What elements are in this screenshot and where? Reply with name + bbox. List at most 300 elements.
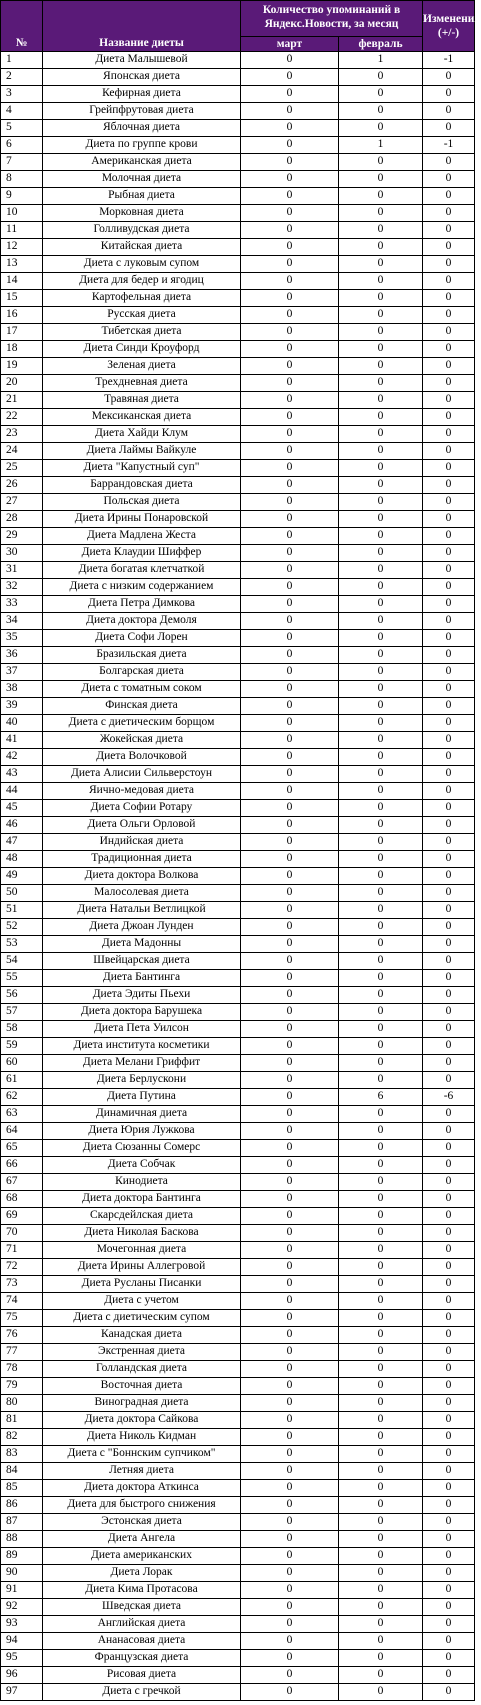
diet-name-cell: Диета Ирины Аллегровой — [43, 1259, 241, 1276]
march-count-cell: 0 — [241, 426, 339, 443]
row-number-cell: 94 — [1, 1633, 43, 1650]
row-number-cell: 73 — [1, 1276, 43, 1293]
row-number-cell: 27 — [1, 494, 43, 511]
march-count-cell: 0 — [241, 851, 339, 868]
march-count-cell: 0 — [241, 766, 339, 783]
row-number-cell: 79 — [1, 1378, 43, 1395]
february-count-cell: 0 — [339, 1276, 423, 1293]
change-cell: 0 — [423, 1497, 475, 1514]
march-count-cell: 0 — [241, 409, 339, 426]
row-number-cell: 32 — [1, 579, 43, 596]
row-number-cell: 85 — [1, 1480, 43, 1497]
table-row — [1, 511, 475, 528]
change-cell: 0 — [423, 545, 475, 562]
diet-name-cell: Диета богатая клетчаткой — [43, 562, 241, 579]
change-cell: 0 — [423, 885, 475, 902]
row-number-cell: 15 — [1, 290, 43, 307]
row-number-cell: 18 — [1, 341, 43, 358]
row-number-cell: 91 — [1, 1582, 43, 1599]
row-number-cell: 69 — [1, 1208, 43, 1225]
february-count-cell: 0 — [339, 307, 423, 324]
change-cell: 0 — [423, 1174, 475, 1191]
diet-name-cell: Диета с диетическим борщом — [43, 715, 241, 732]
diet-name-cell: Диета "Капустный суп" — [43, 460, 241, 477]
row-number-cell: 36 — [1, 647, 43, 664]
row-number-cell: 1 — [1, 52, 43, 69]
diet-name-cell: Диета Кима Протасова — [43, 1582, 241, 1599]
march-count-cell: 0 — [241, 171, 339, 188]
row-number-cell: 82 — [1, 1429, 43, 1446]
diet-name-cell: Голливудская диета — [43, 222, 241, 239]
row-number-cell: 49 — [1, 868, 43, 885]
march-count-cell: 0 — [241, 1633, 339, 1650]
change-cell: 0 — [423, 154, 475, 171]
table-row — [1, 1327, 475, 1344]
diet-name-cell: Диета доктора Демоля — [43, 613, 241, 630]
table-row — [1, 545, 475, 562]
march-count-cell: 0 — [241, 154, 339, 171]
row-number-cell: 84 — [1, 1463, 43, 1480]
table-row — [1, 1106, 475, 1123]
diet-name-cell: Диета Алисии Сильверстоун — [43, 766, 241, 783]
table-row — [1, 1344, 475, 1361]
row-number-cell: 33 — [1, 596, 43, 613]
change-cell: 0 — [423, 1191, 475, 1208]
march-count-cell: 0 — [241, 494, 339, 511]
change-cell: 0 — [423, 1021, 475, 1038]
change-cell: 0 — [423, 1310, 475, 1327]
march-count-cell: 0 — [241, 936, 339, 953]
march-count-cell: 0 — [241, 392, 339, 409]
change-cell: 0 — [423, 239, 475, 256]
change-cell: 0 — [423, 936, 475, 953]
february-count-cell: 0 — [339, 1548, 423, 1565]
march-count-cell: 0 — [241, 749, 339, 766]
table-row — [1, 1174, 475, 1191]
change-cell: 0 — [423, 460, 475, 477]
february-count-cell: 0 — [339, 1293, 423, 1310]
table-row — [1, 443, 475, 460]
diet-name-cell: Диета доктора Аткинса — [43, 1480, 241, 1497]
number-column-header: № — [1, 1, 43, 52]
row-number-cell: 90 — [1, 1565, 43, 1582]
february-count-cell: 0 — [339, 1667, 423, 1684]
change-cell: 0 — [423, 630, 475, 647]
march-count-cell: 0 — [241, 1106, 339, 1123]
march-count-cell: 0 — [241, 1225, 339, 1242]
row-number-cell: 38 — [1, 681, 43, 698]
row-number-cell: 51 — [1, 902, 43, 919]
change-cell: 0 — [423, 103, 475, 120]
february-count-cell: 0 — [339, 545, 423, 562]
february-count-cell: 0 — [339, 1344, 423, 1361]
february-count-cell: 0 — [339, 1582, 423, 1599]
february-count-cell: 0 — [339, 664, 423, 681]
february-count-cell: 0 — [339, 188, 423, 205]
table-row — [1, 1361, 475, 1378]
row-number-cell: 23 — [1, 426, 43, 443]
diet-name-cell: Диета с учетом — [43, 1293, 241, 1310]
diet-name-cell: Диета Берлускони — [43, 1072, 241, 1089]
diet-name-cell: Диета доктора Бантинга — [43, 1191, 241, 1208]
march-count-cell: 0 — [241, 1038, 339, 1055]
change-cell: 0 — [423, 1616, 475, 1633]
february-count-cell: 0 — [339, 1531, 423, 1548]
march-count-cell: 0 — [241, 1276, 339, 1293]
row-number-cell: 26 — [1, 477, 43, 494]
row-number-cell: 65 — [1, 1140, 43, 1157]
change-cell: 0 — [423, 1123, 475, 1140]
row-number-cell: 60 — [1, 1055, 43, 1072]
table-row — [1, 1089, 475, 1106]
february-count-cell: 0 — [339, 1055, 423, 1072]
february-count-cell: 0 — [339, 477, 423, 494]
row-number-cell: 7 — [1, 154, 43, 171]
change-cell: 0 — [423, 1582, 475, 1599]
table-row — [1, 698, 475, 715]
row-number-cell: 20 — [1, 375, 43, 392]
row-number-cell: 25 — [1, 460, 43, 477]
march-count-cell: 0 — [241, 596, 339, 613]
march-count-cell: 0 — [241, 120, 339, 137]
diet-name-cell: Диета с "Боннским супчиком" — [43, 1446, 241, 1463]
change-cell: 0 — [423, 953, 475, 970]
change-cell: 0 — [423, 902, 475, 919]
row-number-cell: 87 — [1, 1514, 43, 1531]
february-count-cell: 0 — [339, 1429, 423, 1446]
row-number-cell: 78 — [1, 1361, 43, 1378]
row-number-cell: 46 — [1, 817, 43, 834]
table-row — [1, 1548, 475, 1565]
march-count-cell: 0 — [241, 783, 339, 800]
march-count-cell: 0 — [241, 732, 339, 749]
february-count-cell: 0 — [339, 579, 423, 596]
change-cell: 0 — [423, 613, 475, 630]
february-count-cell: 0 — [339, 647, 423, 664]
change-cell: 0 — [423, 1463, 475, 1480]
february-count-cell: 0 — [339, 681, 423, 698]
march-count-cell: 0 — [241, 290, 339, 307]
february-count-cell: 0 — [339, 698, 423, 715]
diet-name-cell: Скарсдейлская диета — [43, 1208, 241, 1225]
table-row — [1, 715, 475, 732]
diet-name-cell: Диета Собчак — [43, 1157, 241, 1174]
february-count-cell: 0 — [339, 1480, 423, 1497]
row-number-cell: 81 — [1, 1412, 43, 1429]
table-row — [1, 392, 475, 409]
march-count-cell: 0 — [241, 1055, 339, 1072]
change-cell: 0 — [423, 273, 475, 290]
table-row — [1, 1225, 475, 1242]
diet-name-cell: Диета доктора Волкова — [43, 868, 241, 885]
diet-name-cell: Восточная диета — [43, 1378, 241, 1395]
table-row — [1, 222, 475, 239]
table-row — [1, 409, 475, 426]
change-cell: 0 — [423, 800, 475, 817]
change-cell: 0 — [423, 579, 475, 596]
change-cell: 0 — [423, 392, 475, 409]
change-cell: 0 — [423, 1429, 475, 1446]
table-row — [1, 647, 475, 664]
diet-name-cell: Традиционная диета — [43, 851, 241, 868]
march-count-cell: 0 — [241, 1089, 339, 1106]
table-row — [1, 1497, 475, 1514]
march-count-cell: 0 — [241, 358, 339, 375]
diet-name-cell: Диета Мадонны — [43, 936, 241, 953]
change-cell: 0 — [423, 783, 475, 800]
change-cell: 0 — [423, 120, 475, 137]
row-number-cell: 5 — [1, 120, 43, 137]
table-row — [1, 868, 475, 885]
table-row — [1, 103, 475, 120]
february-count-cell: 0 — [339, 596, 423, 613]
diet-name-cell: Диета с низким содержанием — [43, 579, 241, 596]
row-number-cell: 61 — [1, 1072, 43, 1089]
row-number-cell: 2 — [1, 69, 43, 86]
table-row — [1, 154, 475, 171]
row-number-cell: 47 — [1, 834, 43, 851]
change-cell: 0 — [423, 358, 475, 375]
february-count-cell: 0 — [339, 1395, 423, 1412]
march-count-cell: 0 — [241, 1072, 339, 1089]
row-number-cell: 86 — [1, 1497, 43, 1514]
table-row — [1, 341, 475, 358]
change-cell: 0 — [423, 511, 475, 528]
february-count-cell: 0 — [339, 562, 423, 579]
march-count-cell: 0 — [241, 1582, 339, 1599]
table-row — [1, 817, 475, 834]
row-number-cell: 63 — [1, 1106, 43, 1123]
row-number-cell: 57 — [1, 1004, 43, 1021]
march-count-cell: 0 — [241, 52, 339, 69]
february-count-cell: 0 — [339, 1446, 423, 1463]
table-row — [1, 579, 475, 596]
change-cell: 0 — [423, 919, 475, 936]
march-count-cell: 0 — [241, 137, 339, 154]
february-count-cell: 0 — [339, 783, 423, 800]
diet-name-cell: Диета Софии Ротару — [43, 800, 241, 817]
february-count-cell: 0 — [339, 1038, 423, 1055]
table-row — [1, 800, 475, 817]
february-count-cell: 0 — [339, 86, 423, 103]
diet-name-cell: Диета Натальи Ветлицкой — [43, 902, 241, 919]
table-row — [1, 137, 475, 154]
february-count-cell: 0 — [339, 443, 423, 460]
march-count-cell: 0 — [241, 1259, 339, 1276]
february-count-cell: 0 — [339, 409, 423, 426]
diet-name-cell: Диета Лорак — [43, 1565, 241, 1582]
row-number-cell: 6 — [1, 137, 43, 154]
row-number-cell: 74 — [1, 1293, 43, 1310]
march-count-cell: 0 — [241, 715, 339, 732]
march-count-cell: 0 — [241, 273, 339, 290]
february-count-cell: 0 — [339, 1633, 423, 1650]
march-count-cell: 0 — [241, 987, 339, 1004]
change-cell: 0 — [423, 1599, 475, 1616]
row-number-cell: 21 — [1, 392, 43, 409]
table-row — [1, 205, 475, 222]
february-count-cell: 0 — [339, 1208, 423, 1225]
february-count-cell: 0 — [339, 1242, 423, 1259]
diet-name-cell: Китайская диета — [43, 239, 241, 256]
diet-name-cell: Диета Мелани Гриффит — [43, 1055, 241, 1072]
change-cell: 0 — [423, 69, 475, 86]
march-count-cell: 0 — [241, 834, 339, 851]
diet-name-cell: Диета для бедер и ягодиц — [43, 273, 241, 290]
february-count-cell: 0 — [339, 732, 423, 749]
change-cell: 0 — [423, 324, 475, 341]
change-cell: 0 — [423, 1208, 475, 1225]
change-cell: 0 — [423, 562, 475, 579]
change-cell: 0 — [423, 477, 475, 494]
diet-name-cell: Диета Русланы Писанки — [43, 1276, 241, 1293]
change-cell: 0 — [423, 1327, 475, 1344]
february-count-cell: 0 — [339, 222, 423, 239]
table-row — [1, 1650, 475, 1667]
march-count-cell: 0 — [241, 324, 339, 341]
february-count-cell: 0 — [339, 1497, 423, 1514]
change-cell: 0 — [423, 1072, 475, 1089]
february-count-cell: 0 — [339, 1361, 423, 1378]
diet-name-cell: Зеленая диета — [43, 358, 241, 375]
february-count-cell: 0 — [339, 205, 423, 222]
table-row — [1, 1412, 475, 1429]
table-row — [1, 86, 475, 103]
row-number-cell: 42 — [1, 749, 43, 766]
diet-name-cell: Мексиканская диета — [43, 409, 241, 426]
change-cell: 0 — [423, 1344, 475, 1361]
table-row — [1, 528, 475, 545]
change-cell: 0 — [423, 851, 475, 868]
february-count-cell: 0 — [339, 1378, 423, 1395]
diet-name-cell: Диета Мадлена Жеста — [43, 528, 241, 545]
february-count-cell: 0 — [339, 834, 423, 851]
change-cell: 0 — [423, 1106, 475, 1123]
march-count-cell: 0 — [241, 375, 339, 392]
table-body — [1, 52, 475, 1701]
row-number-cell: 96 — [1, 1667, 43, 1684]
change-cell: 0 — [423, 1276, 475, 1293]
diet-name-cell: Диета Петра Димкова — [43, 596, 241, 613]
march-count-cell: 0 — [241, 970, 339, 987]
diet-name-cell: Диета Бантинга — [43, 970, 241, 987]
table-row — [1, 1259, 475, 1276]
february-count-cell: 0 — [339, 1225, 423, 1242]
row-number-cell: 52 — [1, 919, 43, 936]
february-count-cell: 0 — [339, 239, 423, 256]
table-row — [1, 953, 475, 970]
table-row — [1, 1140, 475, 1157]
row-number-cell: 34 — [1, 613, 43, 630]
row-number-cell: 83 — [1, 1446, 43, 1463]
row-number-cell: 92 — [1, 1599, 43, 1616]
february-count-cell: 0 — [339, 1616, 423, 1633]
diet-name-cell: Тибетская диета — [43, 324, 241, 341]
row-number-cell: 62 — [1, 1089, 43, 1106]
diet-name-cell: Виноградная диета — [43, 1395, 241, 1412]
march-count-cell: 0 — [241, 1157, 339, 1174]
february-count-cell: 0 — [339, 1259, 423, 1276]
march-count-cell: 0 — [241, 307, 339, 324]
march-count-cell: 0 — [241, 1412, 339, 1429]
change-cell: 0 — [423, 1480, 475, 1497]
table-row — [1, 1021, 475, 1038]
table-row — [1, 1667, 475, 1684]
diet-name-cell: Диета с луковым супом — [43, 256, 241, 273]
march-count-cell: 0 — [241, 188, 339, 205]
diet-name-cell: Американская диета — [43, 154, 241, 171]
february-count-cell: 0 — [339, 290, 423, 307]
row-number-cell: 28 — [1, 511, 43, 528]
table-row — [1, 1531, 475, 1548]
change-cell: 0 — [423, 1684, 475, 1701]
table-row — [1, 256, 475, 273]
february-count-cell: 0 — [339, 919, 423, 936]
change-cell: 0 — [423, 1514, 475, 1531]
february-count-cell: 0 — [339, 341, 423, 358]
change-cell: 0 — [423, 1565, 475, 1582]
diet-name-cell: Шведская диета — [43, 1599, 241, 1616]
change-cell: 0 — [423, 1361, 475, 1378]
change-cell: -1 — [423, 52, 475, 69]
february-count-cell: 0 — [339, 715, 423, 732]
row-number-cell: 24 — [1, 443, 43, 460]
row-number-cell: 13 — [1, 256, 43, 273]
diet-name-cell: Диета Малышевой — [43, 52, 241, 69]
change-cell: 0 — [423, 1378, 475, 1395]
change-cell: 0 — [423, 664, 475, 681]
march-count-cell: 0 — [241, 1616, 339, 1633]
table-row — [1, 171, 475, 188]
diet-name-cell: Французская диета — [43, 1650, 241, 1667]
february-count-cell: 0 — [339, 817, 423, 834]
change-cell: 0 — [423, 868, 475, 885]
table-row — [1, 120, 475, 137]
row-number-cell: 37 — [1, 664, 43, 681]
march-count-cell: 0 — [241, 460, 339, 477]
march-count-cell: 0 — [241, 1599, 339, 1616]
table-row — [1, 375, 475, 392]
february-count-cell: 0 — [339, 970, 423, 987]
change-cell: 0 — [423, 1531, 475, 1548]
diet-name-cell: Кефирная диета — [43, 86, 241, 103]
february-count-cell: 0 — [339, 426, 423, 443]
row-number-cell: 3 — [1, 86, 43, 103]
row-number-cell: 54 — [1, 953, 43, 970]
table-row — [1, 936, 475, 953]
march-count-cell: 0 — [241, 1191, 339, 1208]
march-count-cell: 0 — [241, 1480, 339, 1497]
february-count-cell: 0 — [339, 1157, 423, 1174]
diet-name-cell: Диета Ирины Понаровской — [43, 511, 241, 528]
february-count-cell: 0 — [339, 953, 423, 970]
change-cell: 0 — [423, 426, 475, 443]
february-count-cell: 0 — [339, 69, 423, 86]
diet-name-cell: Диета Джоан Лунден — [43, 919, 241, 936]
march-count-cell: 0 — [241, 1310, 339, 1327]
march-count-cell: 0 — [241, 817, 339, 834]
diet-name-cell: Диета американских — [43, 1548, 241, 1565]
row-number-cell: 89 — [1, 1548, 43, 1565]
diet-name-cell: Диета Эдиты Пьехи — [43, 987, 241, 1004]
february-count-cell: 0 — [339, 154, 423, 171]
february-count-cell: 0 — [339, 528, 423, 545]
row-number-cell: 40 — [1, 715, 43, 732]
february-count-cell: 6 — [339, 1089, 423, 1106]
change-cell: 0 — [423, 834, 475, 851]
change-cell: 0 — [423, 1446, 475, 1463]
change-cell: 0 — [423, 715, 475, 732]
